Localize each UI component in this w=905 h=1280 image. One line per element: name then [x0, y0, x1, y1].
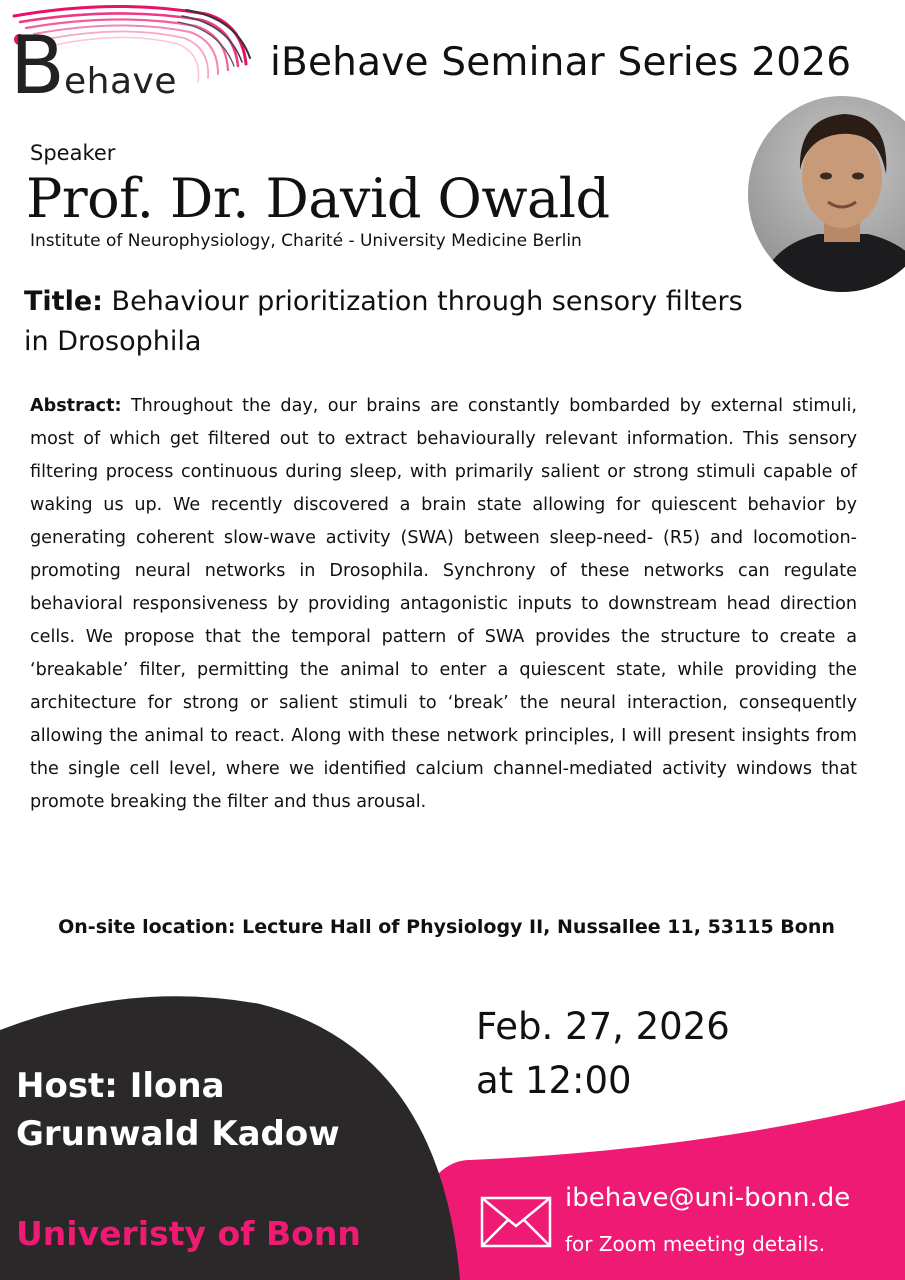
event-date-line: Feb. 27, 2026 [476, 1005, 730, 1048]
speaker-name: Prof. Dr. David Owald [26, 167, 610, 230]
logo-wordmark: ehave [64, 61, 177, 102]
speaker-affiliation: Institute of Neurophysiology, Charité - University Medicine Berlin [30, 231, 582, 251]
talk-title [24, 282, 764, 362]
contact-email[interactable]: ibehave@uni-bonn.de [565, 1183, 851, 1213]
series-title: iBehave Seminar Series 2026 [270, 40, 852, 85]
event-date [476, 1000, 730, 1108]
host-line-2: Grunwald Kadow [16, 1114, 340, 1154]
speaker-label: Speaker [30, 141, 116, 165]
talk-title-label: Title: [24, 286, 103, 317]
talk-title-text: Behaviour prioritization through sensory filters in Drosophila [24, 286, 743, 357]
envelope-icon [480, 1196, 552, 1248]
event-time-line: at 12:00 [476, 1059, 632, 1102]
zoom-note: for Zoom meeting details. [565, 1232, 826, 1256]
abstract-label: Abstract: [30, 396, 122, 416]
speaker-portrait [748, 96, 905, 292]
abstract [30, 390, 857, 819]
host [16, 1062, 340, 1158]
logo-initial: B [10, 19, 65, 112]
abstract-text: Throughout the day, our brains are constantly bombarded by external stimuli, most of which get filtered out to extract behaviourally relevant information. This sensory filtering process continuous during sleep, with primarily salient or strong stimuli capable of waking us up. We recently discovered a brain state allowing for quiescent behavior by generating coherent slow-wave activity (SWA) between sleep-need- (R5) and locomotion-promoting neural networks in Drosophila. Synchrony of these networks can regulate behavioral responsiveness by providing antagonistic inputs to downstream head direction cells. We propose that the temporal pattern of SWA provides the structure to create a ‘breakable’ filter, permitting the animal to enter a quiescent state, while providing the architecture for strong or salient stimuli to ‘break’ the neural interaction, consequently allowing the animal to react. Along with these network principles, I will present insights from the single cell level, where we identified calcium channel-mediated activity windows that promote breaking the filter and thus arousal. [30, 396, 857, 812]
host-line-1: Host: Ilona [16, 1066, 225, 1106]
ibehave-logo [6, 4, 252, 112]
onsite-location: On-site location: Lecture Hall of Physiology II, Nussallee 11, 53115 Bonn [58, 916, 835, 938]
host-university: Univeristy of Bonn [16, 1214, 361, 1253]
